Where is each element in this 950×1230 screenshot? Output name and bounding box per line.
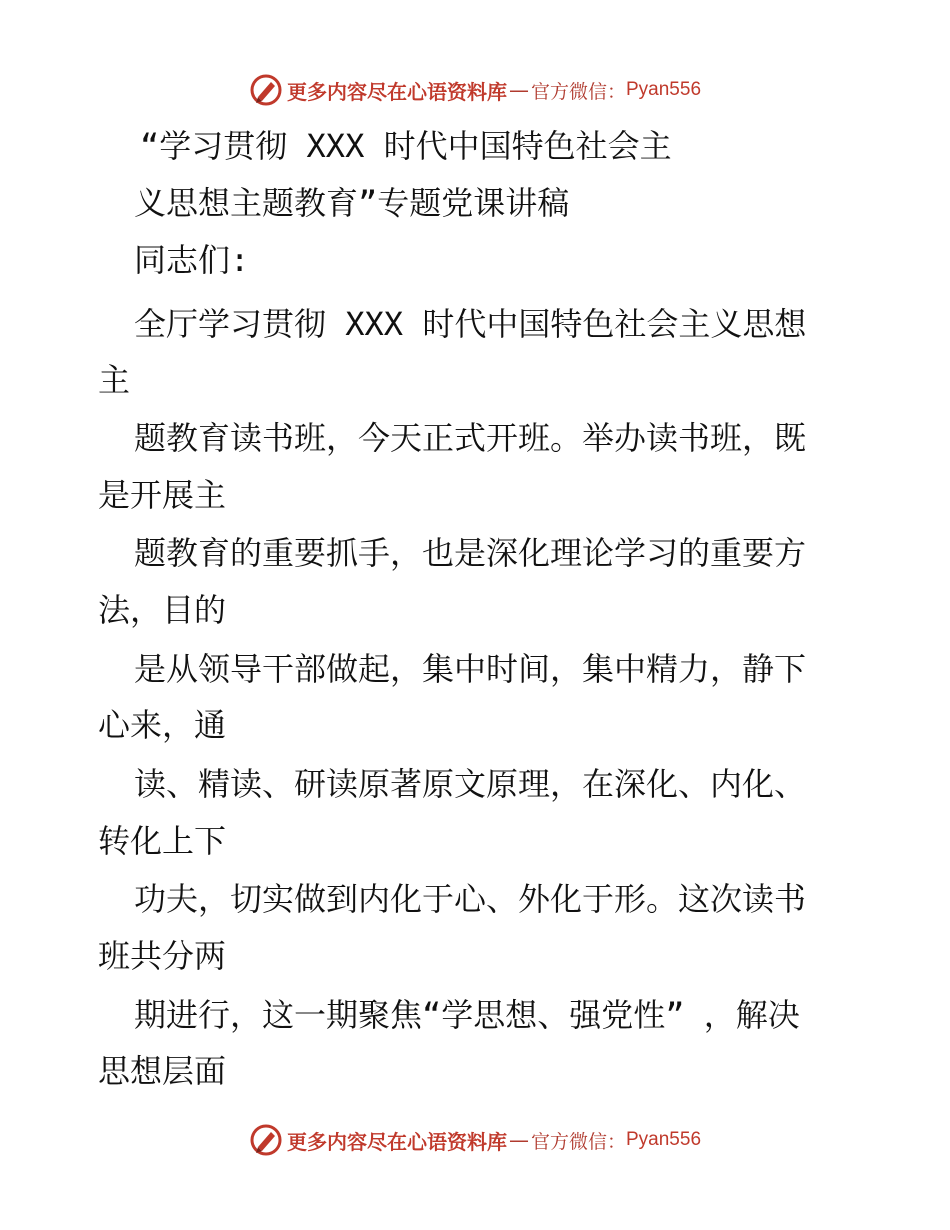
body-line: 心来，通 bbox=[98, 706, 227, 744]
watermark-dash: — bbox=[508, 78, 529, 102]
title-line-2: 义思想主题教育”专题党课讲稿 bbox=[134, 184, 570, 222]
body-line: 功夫，切实做到内化于心、外化于形。这次读书 bbox=[134, 880, 807, 918]
watermark-wechat-id: Pyan556 bbox=[626, 1129, 702, 1150]
body-line: 法，目的 bbox=[98, 591, 227, 629]
watermark-dash: — bbox=[508, 1128, 529, 1152]
watermark-wechat-label: 官方微信： bbox=[530, 1130, 626, 1153]
body-line: 思想层面 bbox=[98, 1052, 227, 1090]
watermark-brand: 更多内容尽在心语资料库 bbox=[286, 79, 507, 104]
watermark-wechat-label: 官方微信： bbox=[530, 80, 626, 103]
body-line: 读、精读、研读原著原文原理，在深化、内化、 bbox=[134, 765, 807, 803]
body-line: 全厅学习贯彻 XXX 时代中国特色社会主义思想 bbox=[134, 305, 807, 343]
title-line-1: “学习贯彻 XXX 时代中国特色社会主 bbox=[140, 127, 672, 165]
body-line: 班共分两 bbox=[98, 937, 227, 975]
pen-logo-icon bbox=[249, 1123, 283, 1157]
header-watermark bbox=[0, 70, 950, 110]
body-line: 主 bbox=[98, 361, 131, 399]
watermark-wechat-id: Pyan556 bbox=[626, 79, 702, 100]
body-line: 转化上下 bbox=[98, 822, 227, 860]
footer-watermark bbox=[0, 1120, 950, 1160]
pen-logo-icon bbox=[249, 73, 283, 107]
body-line: 是从领导干部做起，集中时间，集中精力，静下 bbox=[134, 650, 807, 688]
body-line: 是开展主 bbox=[98, 476, 227, 514]
watermark-brand: 更多内容尽在心语资料库 bbox=[286, 1129, 507, 1154]
body-line: 题教育的重要抓手，也是深化理论学习的重要方 bbox=[134, 534, 807, 572]
greeting: 同志们: bbox=[134, 241, 250, 279]
body-line: 题教育读书班，今天正式开班。举办读书班，既 bbox=[134, 419, 807, 457]
body-line: 期进行，这一期聚焦“学思想、强党性” ，解决 bbox=[134, 996, 800, 1034]
